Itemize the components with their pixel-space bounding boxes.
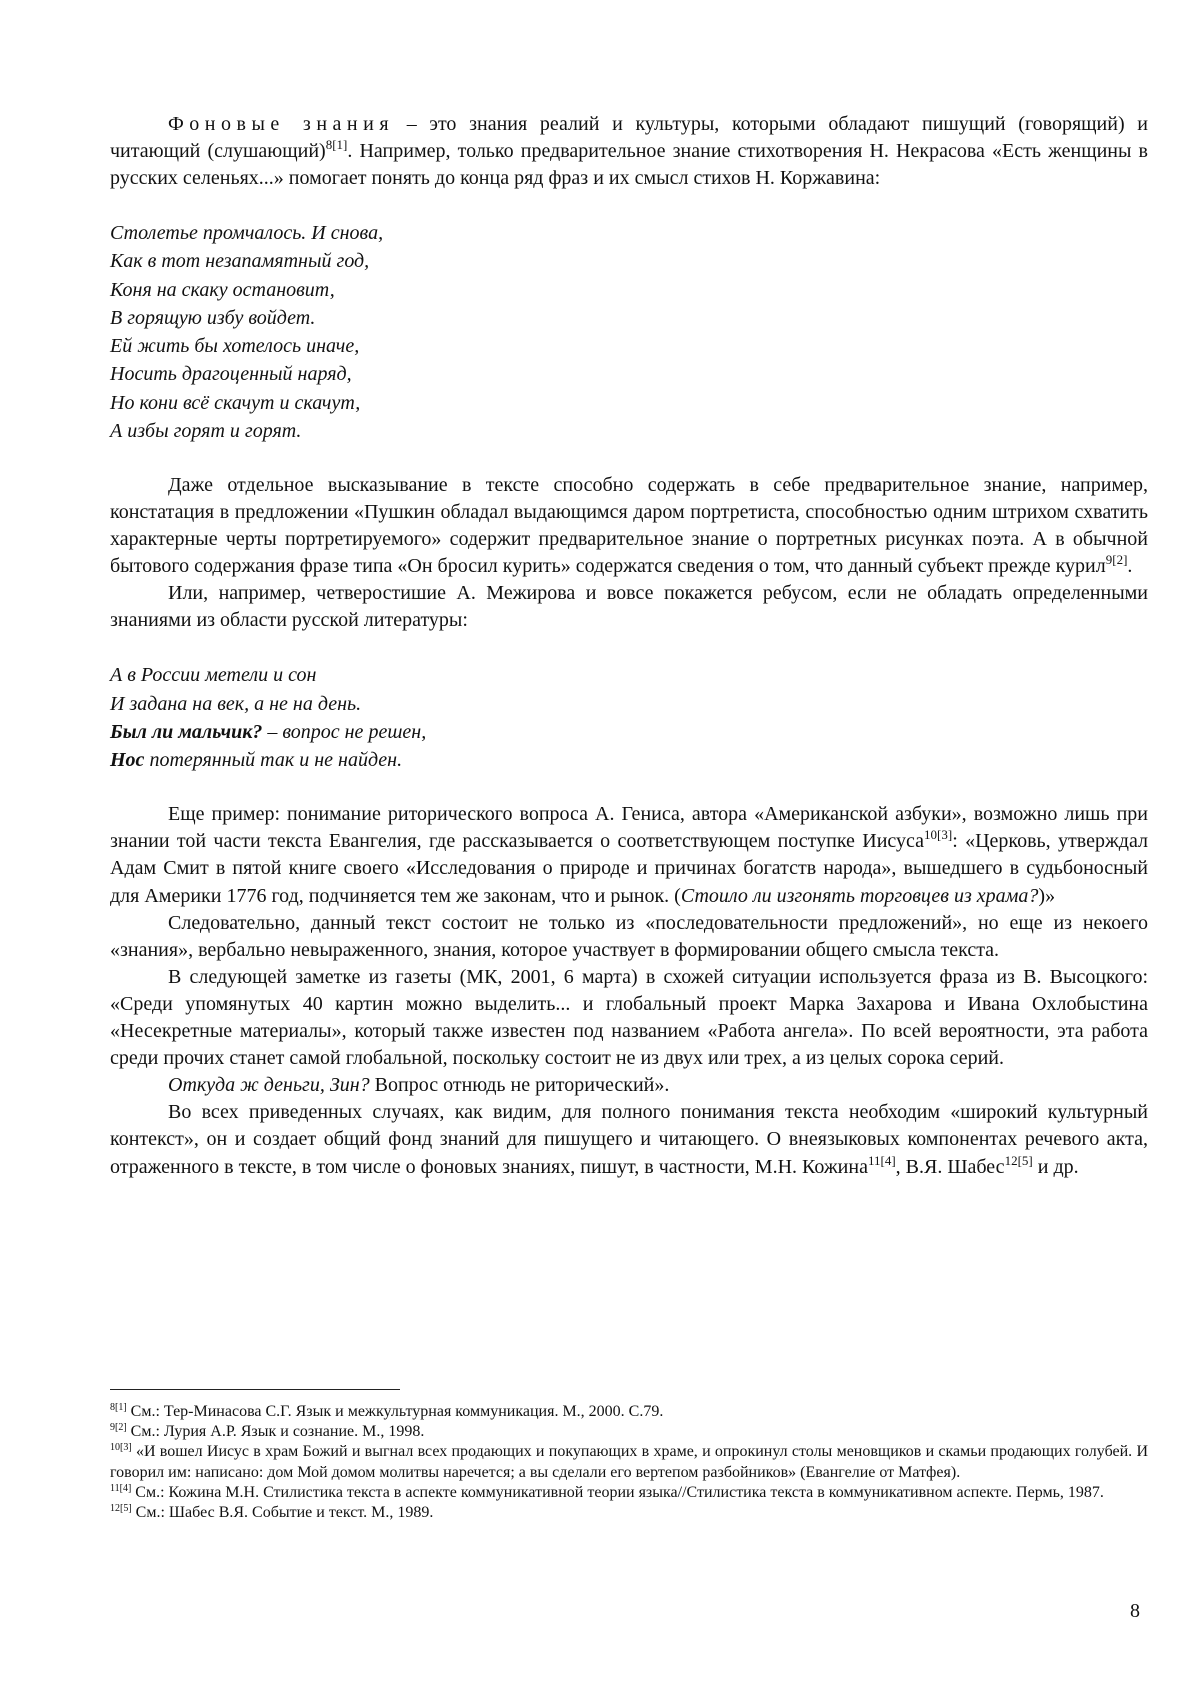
paragraph-text: Еще пример: понимание риторического вопроса А. Гениса, автора «Американской азбуки», возможно лишь при знании той части текста Евангелия, где рассказывается о соответствующем поступке Иисуса bbox=[110, 803, 1148, 853]
paragraph-genis bbox=[110, 801, 1148, 909]
verse-line: Но кони всё скачут и скачут, bbox=[110, 391, 361, 414]
bold-phrase: Нос bbox=[110, 749, 145, 772]
paragraph-text: )» bbox=[1038, 884, 1056, 907]
footnote-text: См.: Шабес В.Я. Событие и текст. М., 1989. bbox=[131, 1504, 434, 1522]
paragraph-mezhirov: Или, например, четверостишие А. Межирова и вовсе покажется ребусом, если не обладать определенными знаниями из области русской литературы: bbox=[110, 582, 1148, 632]
footnote-mark: 8[1] bbox=[110, 1402, 127, 1413]
italic-phrase: Откуда ж деньги, Зин? bbox=[168, 1074, 370, 1097]
footnote bbox=[110, 1442, 1148, 1482]
footnote-ref[interactable]: 10[3] bbox=[924, 827, 953, 843]
page-number: 8 bbox=[1130, 1600, 1140, 1622]
footnote bbox=[110, 1402, 1148, 1422]
paragraph-consequently: Следовательно, данный текст состоит не только из «последовательности предложений», но еще из некоего «знания», вербально невыраженного, знания, которое участвует в формировании общего смысла текста. bbox=[110, 911, 1148, 961]
verse-line: И задана на век, а не на день. bbox=[110, 692, 362, 715]
verse-line: Как в тот незапамятный год, bbox=[110, 250, 370, 273]
footnote-ref[interactable]: 11[4] bbox=[867, 1152, 896, 1168]
footnote-ref[interactable]: 9[2] bbox=[1105, 552, 1128, 568]
paragraph-text: и др. bbox=[1032, 1155, 1079, 1178]
footnote-mark: 10[3] bbox=[110, 1442, 132, 1454]
footnote bbox=[110, 1422, 1148, 1442]
paragraph-money-question bbox=[110, 1072, 1148, 1099]
footnote-text: См.: Кожина М.Н. Стилистика текста в аспекте коммуникативной теории языка//Стилистика текста в коммуникативном аспекте. Пермь, 1987. bbox=[131, 1483, 1104, 1501]
paragraph-text: Даже отдельное высказывание в тексте способно содержать в себе предварительное знание, например, констатация в предложении «Пушкин обладал выдающимся даром портретиста, способностью одним штрихом схватить характерные черты портретируемого» содержит предварительное знание о портретных рисунках поэта. А в обычной бытового содержания фразе типа «Он бросил курить» содержатся сведения о том, что данный субъект прежде курил bbox=[110, 473, 1148, 578]
footnote-text: См.: Лурия А.Р. Язык и сознание. М., 1998. bbox=[126, 1423, 425, 1441]
verse-line bbox=[110, 718, 1148, 746]
footnote-text: «И вошел Иисус в храм Божий и выгнал всех продающих и покупающих в храме, и опрокинул столы меновщиков и скамьи продающих голубей. И говорил им: написано: дом Мой домом молитвы наречется; а вы сделали его вертепом разбойников» (Евангелие от Матфея). bbox=[110, 1443, 1148, 1481]
footnote-divider bbox=[110, 1389, 400, 1390]
verse-line: Ей жить бы хотелось иначе, bbox=[110, 335, 360, 358]
poem-korzhavin bbox=[110, 219, 1148, 445]
footnote-mark: 9[2] bbox=[110, 1422, 127, 1434]
verse-text: потерянный так и не найден. bbox=[144, 749, 403, 772]
paragraph-text: Во всех приведенных случаях, как видим, для полного понимания текста необходим «широкий культурный контекст», он и создает общий фонд знаний для пишущего и читающего. О внеязыковых компонентах речевого акта, отраженного в тексте, в том числе о фоновых знаниях, пишут, в частности, М.Н. Кожина bbox=[110, 1101, 1148, 1178]
verse-line: А в России метели и сон bbox=[110, 664, 317, 687]
poem-mezhirov bbox=[110, 661, 1148, 774]
bold-phrase: Был ли мальчик? bbox=[110, 720, 263, 743]
verse-line: А избы горят и горят. bbox=[110, 419, 302, 442]
paragraph-background-knowledge bbox=[110, 111, 1148, 192]
footnote-mark: 11[4] bbox=[110, 1482, 132, 1494]
paragraph-text: . Например, только предварительное знание стихотворения Н. Некрасова «Есть женщины в русских селеньях...» помогает понять до конца ряд фраз и их смысл стихов Н. Коржавина: bbox=[110, 140, 1149, 190]
footnote-ref[interactable]: 12[5] bbox=[1004, 1152, 1033, 1168]
paragraph-text: . bbox=[1127, 555, 1133, 578]
paragraph-conclusion bbox=[110, 1099, 1148, 1180]
footnote-mark: 12[5] bbox=[110, 1503, 132, 1515]
verse-line: Коня на скаку остановит, bbox=[110, 278, 335, 301]
paragraph-text: : «Церковь, утверждал Адам Смит в пятой книге своего «Исследования о природе и причинах богатств народа», вышедшего в судьбоносный для Америки 1776 год, подчиняется тем же законам, что и рынок. ( bbox=[110, 830, 1148, 907]
verse-line: В горящую избу войдет. bbox=[110, 306, 316, 329]
main-text bbox=[110, 111, 1148, 1181]
paragraph-text: – это знания реалий и культуры, которыми обладают пишущий (говорящий) и читающий (слушающий) bbox=[110, 113, 1148, 163]
paragraph-utterance bbox=[110, 472, 1148, 580]
footnote bbox=[110, 1503, 1148, 1523]
verse-text: – вопрос не решен, bbox=[262, 720, 427, 743]
footnote-text: См.: Тер-Минасова С.Г. Язык и межкультурная коммуникация. М., 2000. С.79. bbox=[126, 1403, 664, 1420]
paragraph-text: Вопрос отнюдь не риторический». bbox=[369, 1074, 670, 1097]
italic-phrase: Стоило ли изгонять торговцев из храма? bbox=[680, 884, 1039, 907]
verse-line: Столетье промчалось. И снова, bbox=[110, 222, 384, 245]
verse-line: Носить драгоценный наряд, bbox=[110, 363, 352, 386]
footnote-ref[interactable]: 8[1] bbox=[325, 137, 348, 153]
paragraph-text: , В.Я. Шабес bbox=[895, 1155, 1005, 1178]
verse-line bbox=[110, 746, 1148, 774]
footnote bbox=[110, 1483, 1148, 1503]
paragraph-newspaper: В следующей заметке из газеты (МК, 2001, 6 марта) в схожей ситуации используется фраза из В. Высоцкого: «Среди упомянутых 40 картин можно выделить... и глобальный проект Марка Захарова и Ивана Охлобыстина «Несекретные материалы», который также известен под названием «Работа ангела». По всей вероятности, эта работа среди прочих станет самой глобальной, поскольку состоит не из двух или трех, а из целых сорока серий. bbox=[110, 965, 1148, 1070]
spaced-term: Фоновые знания bbox=[168, 113, 395, 135]
footnotes bbox=[110, 1402, 1148, 1523]
